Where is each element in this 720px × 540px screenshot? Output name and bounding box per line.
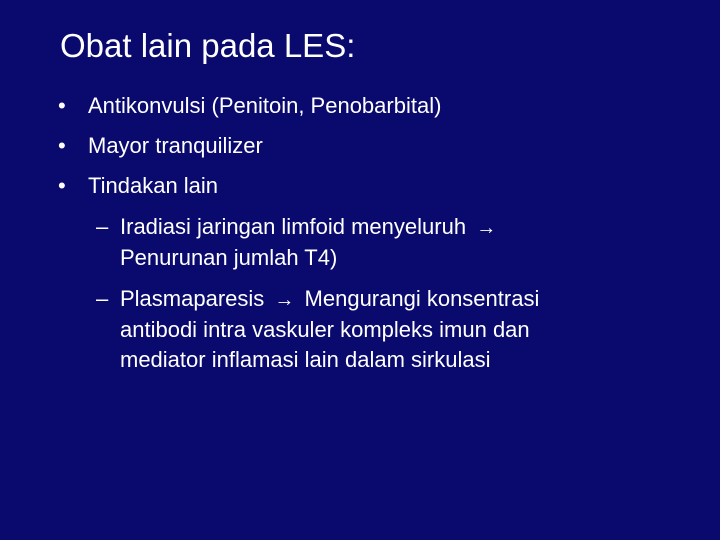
bullet-marker: • bbox=[58, 133, 66, 158]
bullet-text: Tindakan lain bbox=[88, 173, 219, 198]
subbullet-item bbox=[96, 212, 710, 273]
bullet-marker: • bbox=[58, 173, 66, 198]
subbullet-text: Mengurangi konsentrasi bbox=[304, 286, 540, 311]
bullet-item bbox=[58, 173, 218, 199]
bullet-text: Antikonvulsi (Penitoin, Penobarbital) bbox=[88, 93, 442, 118]
subbullet-marker: – bbox=[96, 286, 109, 311]
subbullet-text: Plasmaparesis bbox=[120, 286, 265, 311]
slide-title: Obat lain pada LES: bbox=[60, 27, 356, 64]
subbullet-text: Iradiasi jaringan limfoid menyeluruh bbox=[120, 214, 467, 239]
subbullet-marker: – bbox=[96, 214, 109, 239]
bullet-item bbox=[58, 93, 441, 119]
right-arrow-icon: → bbox=[274, 289, 295, 311]
subbullet-line bbox=[120, 284, 710, 315]
subbullet-line bbox=[120, 212, 710, 243]
subbullet-line: antibodi intra vaskuler kompleks imun dan bbox=[120, 317, 530, 342]
bullet-text: Mayor tranquilizer bbox=[88, 133, 263, 158]
right-arrow-icon: → bbox=[476, 217, 497, 239]
subbullet-line: mediator inflamasi lain dalam sirkulasi bbox=[120, 347, 491, 372]
subbullet-item bbox=[96, 284, 710, 375]
subbullet-line: Penurunan jumlah T4) bbox=[120, 245, 338, 270]
bullet-item bbox=[58, 133, 263, 159]
bullet-marker: • bbox=[58, 93, 66, 118]
